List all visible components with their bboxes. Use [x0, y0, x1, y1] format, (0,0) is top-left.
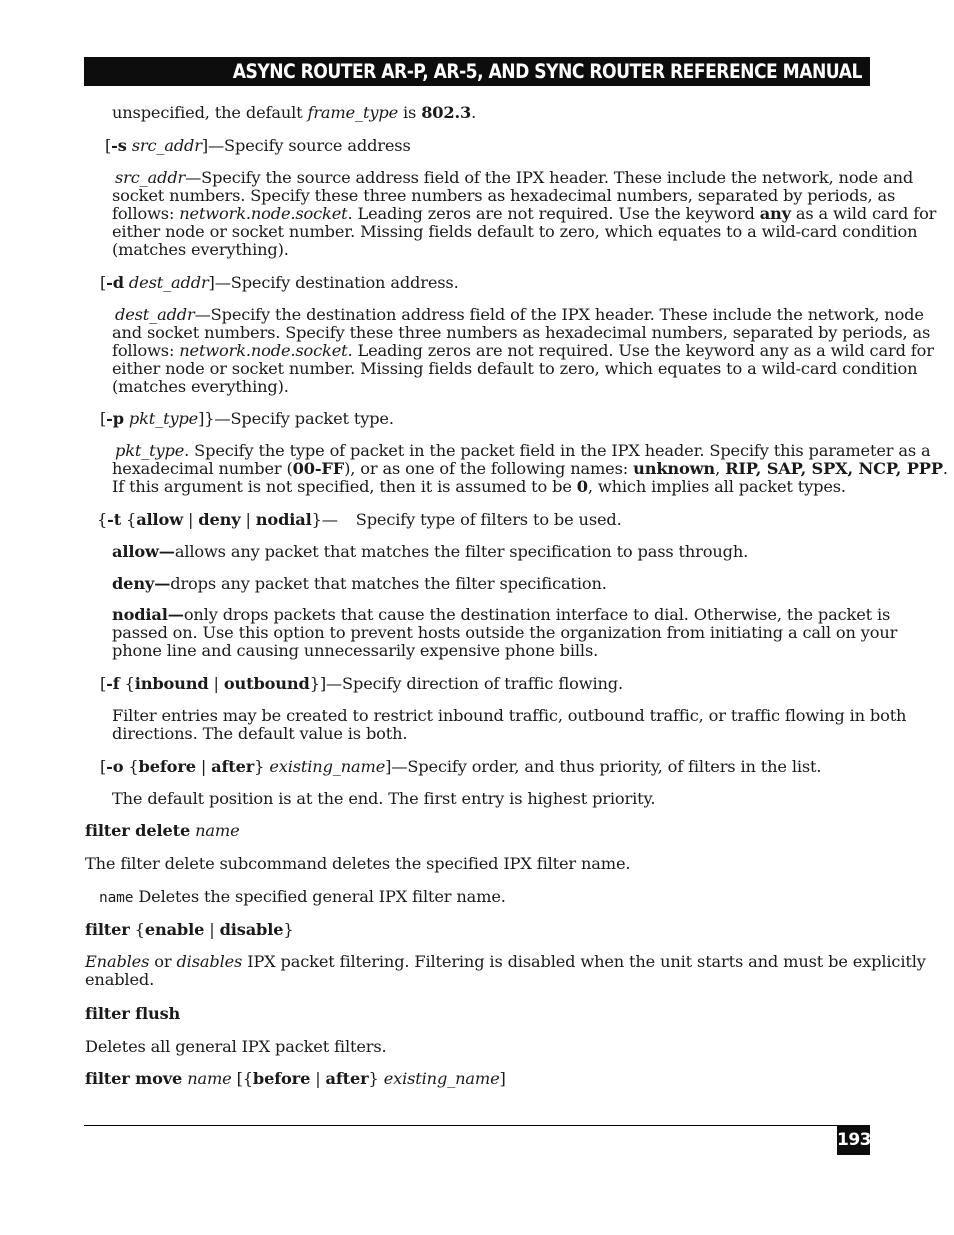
- command-filter-move: filter move name [{before | after} existing_name]: [85, 1069, 506, 1088]
- paragraph-source-address: src_addr—Specify the source address field of the IPX header. These include the network, node and socket numbers. Specify these three numbers as hexadecimal numbers, separated by periods, as follows: network.node.socket. Leading zeros are not required. Use the keyword any as a wild card for either node or socket number. Missing fields default to zero, which equates to a wild-card condition (matches everything).: [112, 168, 937, 259]
- command-filter-enable-disable: filter {enable | disable}: [85, 920, 294, 939]
- paragraph-frame-type-default: unspecified, the default frame_type is 802.3.: [112, 103, 477, 122]
- option-filter-type: {-t {allow | deny | nodial}— Specify type of filters to be used.: [97, 510, 622, 529]
- paragraph-deny: deny—drops any packet that matches the filter specification.: [112, 574, 607, 593]
- page-title: ASYNC ROUTER AR-P, AR-5, AND SYNC ROUTER REFERENCE MANUAL: [232, 60, 862, 83]
- paragraph-filter-delete: The filter delete subcommand deletes the specified IPX filter name.: [85, 854, 631, 873]
- command-filter-flush: filter flush: [85, 1004, 181, 1023]
- page-number: 193: [837, 1125, 870, 1155]
- option-packet-type: [-p pkt_type]}—Specify packet type.: [100, 409, 394, 428]
- paragraph-filter-enable-disable: Enables or disables IPX packet filtering. Filtering is disabled when the unit starts and must be explicitly enabled.: [85, 952, 926, 989]
- paragraph-nodial: nodial—only drops packets that cause the destination interface to dial. Otherwise, the packet is passed on. Use this option to prevent hosts outside the organization from initiating a call on your phone line and causing unnecessarily expensive phone bills.: [112, 605, 898, 660]
- paragraph-order: The default position is at the end. The first entry is highest priority.: [112, 789, 656, 808]
- command-filter-delete: filter delete name: [85, 821, 240, 840]
- paragraph-filter-flush: Deletes all general IPX packet filters.: [85, 1037, 387, 1056]
- paragraph-packet-type: pkt_type. Specify the type of packet in the packet field in the IPX header. Specify this parameter as a hexadecimal number (00-FF), or as one of the following names: unknown, RIP, SAP, SPX, NCP, PPP. If this argument is not specified, then it is assumed to be 0, which implies all packet types.: [112, 441, 948, 496]
- footer-divider: [84, 1125, 870, 1126]
- option-direction: [-f {inbound | outbound}]—Specify direction of traffic flowing.: [100, 674, 623, 693]
- paragraph-allow: allow—allows any packet that matches the filter specification to pass through.: [112, 542, 749, 561]
- option-order: [-o {before | after} existing_name]—Specify order, and thus priority, of filters in the list.: [100, 757, 822, 776]
- paragraph-direction: Filter entries may be created to restrict inbound traffic, outbound traffic, or traffic flowing in both directions. The default value is both.: [112, 706, 907, 743]
- header-bar: [84, 57, 870, 86]
- parameter-name: name Deletes the specified general IPX filter name.: [99, 887, 506, 906]
- option-source-address: [-s src_addr]—Specify source address: [105, 136, 411, 155]
- paragraph-destination-address: dest_addr—Specify the destination address field of the IPX header. These include the network, node and socket numbers. Specify these three numbers as hexadecimal numbers, separated by periods, as follows: network.node.socket. Leading zeros are not required. Use the keyword any as a wild card for either node or socket number. Missing fields default to zero, which equates to a wild-card condition (matches everything).: [112, 305, 934, 396]
- option-destination-address: [-d dest_addr]—Specify destination address.: [100, 273, 459, 292]
